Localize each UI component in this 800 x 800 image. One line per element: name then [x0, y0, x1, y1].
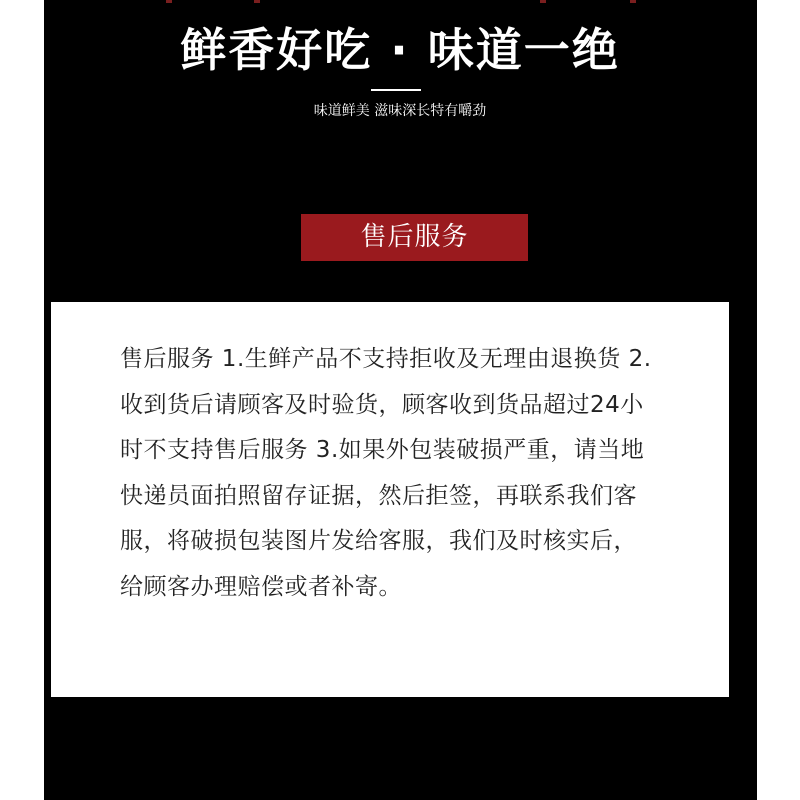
after-sales-policy-text: 售后服务 1.生鲜产品不支持拒收及无理由退换货 2.收到货后请顾客及时验货，顾客收到货品超过24小时不支持售后服务 3.如果外包装破损严重，请当地快递员面拍照留存证据，然后拒签，再联系我们客服，将破损包装图片发给客服，我们及时核实后，给顾客办理赔偿或者补寄。 — [120, 346, 652, 600]
page-subheadline: 味道鲜美 滋味深长特有嚼劲 — [313, 103, 487, 119]
page-headline: 鲜香好吃 · 味道一绝 — [180, 23, 620, 77]
top-accent-line — [254, 0, 260, 3]
after-sales-card — [51, 302, 729, 697]
top-accent-line — [540, 0, 546, 3]
top-accent-line — [166, 0, 172, 3]
headline-divider — [371, 89, 421, 91]
section-badge-after-sales: 售后服务 — [301, 214, 528, 261]
top-accent-line — [630, 0, 636, 3]
